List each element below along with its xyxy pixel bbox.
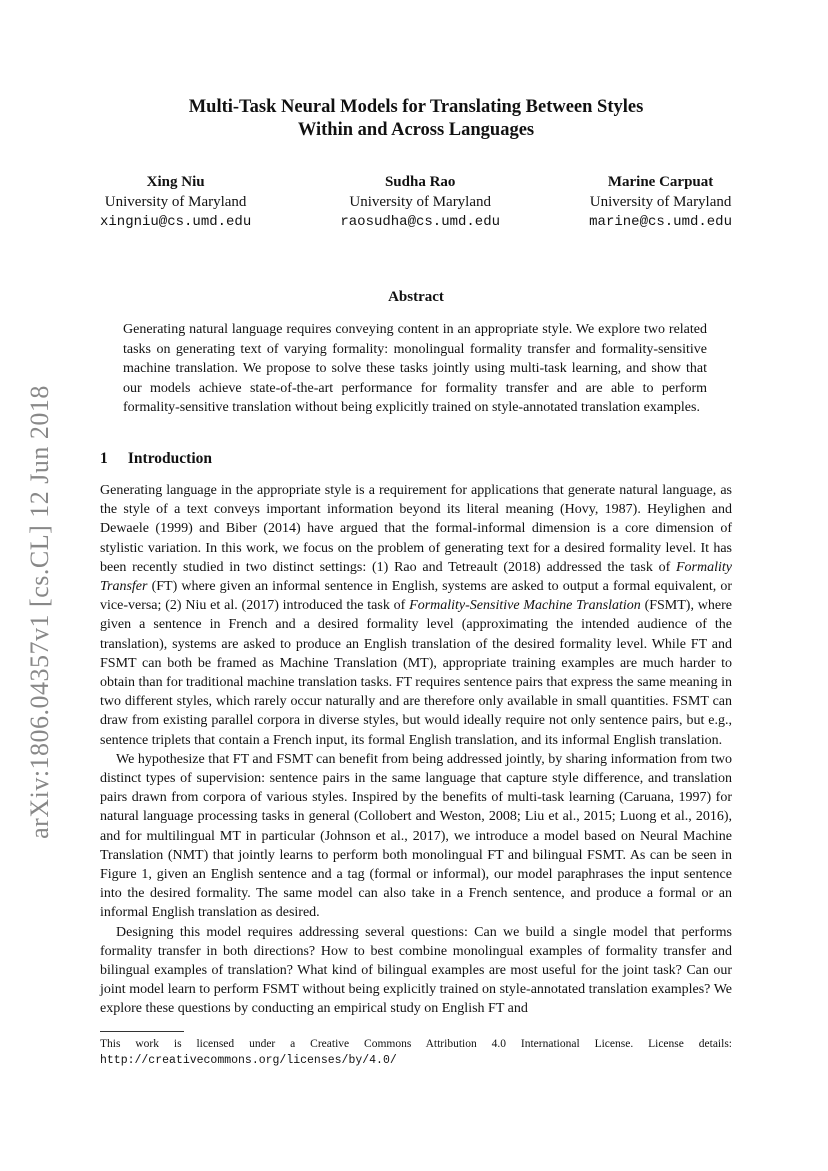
- abstract-heading: Abstract: [388, 289, 444, 305]
- author-name: Marine Carpuat: [607, 174, 714, 190]
- paper-title: [100, 96, 732, 142]
- paragraph-1: [100, 481, 732, 750]
- footnote-text: This work is licensed under a Creative Commons Attribution 4.0 International License. License details:: [100, 1038, 732, 1050]
- section-heading: [100, 450, 212, 468]
- abstract-text: Generating natural language requires conveying content in an appropriate style. We explore two related tasks on generating text of varying formality: monolingual formality transfer and formality-sensitive machine translation. We propose to solve these tasks jointly using multi-task learning, and show that our models achieve state-of-the-art performance for formality transfer and are able to perform formality-sensitive translation without being explicitly trained on style-annotated translation examples.: [123, 322, 707, 416]
- paragraph-1-part-b: (FT) where given an informal sentence in English, systems are asked to output a formal equivalent, or vice-versa; (2) Niu et al. (2017) introduced the task of: [100, 579, 732, 614]
- arxiv-identifier-text: arXiv:1806.04357v1 [cs.CL] 12 Jun 2018: [25, 385, 54, 839]
- paragraph-3: Designing this model requires addressing several questions: Can we build a single model that performs formality transfer in both directions? How to best combine monolingual examples of formality transfer and bilingual examples of translation? What kind of bilingual examples are most useful for the joint task? Can our joint model learn to perform FSMT without being explicitly trained on style-annotated translation examples? We explore these questions by conducting an empirical study on English FT and: [100, 924, 732, 1017]
- term-formality-transfer: Formality Transfer: [100, 559, 732, 595]
- paragraph-1-part-a: Generating language in the appropriate style is a requirement for applications that generate natural language, as the style of a text conveys important information beyond its literal meaning (Hovy, 1987). Heylighen and Dewaele (1999) and Biber (2014) have argued that the formal-informal dimension is a core dimension of stylistic variation. In this work, we focus on the problem of generating text for a desired formality level. It has been recently studied in two distinct settings: (1) Rao and Tetreault (2018) addressed the task of: [100, 483, 732, 575]
- license-link[interactable]: http://creativecommons.org/licenses/by/4.0/: [100, 1054, 397, 1067]
- author-3: [589, 172, 732, 232]
- author-email: raosudha@cs.umd.edu: [340, 214, 501, 230]
- author-2: [340, 172, 500, 232]
- term-fsmt: Formality-Sensitive Machine Translation: [409, 598, 641, 614]
- author-email: marine@cs.umd.edu: [589, 214, 732, 230]
- section-number: 1: [100, 450, 108, 467]
- author-name: Xing Niu: [146, 174, 205, 190]
- author-affiliation: University of Maryland: [349, 194, 492, 210]
- author-affiliation: University of Maryland: [589, 194, 732, 210]
- footnote: [100, 1036, 732, 1069]
- paragraph-1-part-c: (FSMT), where given a sentence in French and a desired formality level (approximating the intended audience of the translation), systems are asked to produce an English translation of the desired formality level. While FT and FSMT can both be framed as Machine Translation (MT), appropriate training examples are much harder to obtain than for traditional machine translation tasks. FT requires sentence pairs that express the same meaning in two different styles, which rarely occur naturally and are therefore only available in small quantities. FSMT can draw from existing parallel corpora in diverse styles, but would ideally require not only sentence pairs, but e.g., sentence triplets that contain a French input, its formal English translation, and its informal English translation.: [100, 598, 732, 748]
- paper-title-line-2: Within and Across Languages: [297, 120, 535, 140]
- author-block: [100, 172, 732, 232]
- section-body: [100, 481, 732, 1019]
- author-affiliation: University of Maryland: [104, 194, 247, 210]
- author-1: [100, 172, 251, 232]
- section-title: Introduction: [127, 450, 212, 467]
- author-email: xingniu@cs.umd.edu: [100, 214, 252, 230]
- arxiv-identifier: [22, 372, 58, 852]
- footnote-divider: [100, 1031, 184, 1032]
- paper-title-line-1: Multi-Task Neural Models for Translating Between Styles: [188, 97, 644, 117]
- paragraph-2: We hypothesize that FT and FSMT can benefit from being addressed jointly, by sharing information from two distinct types of supervision: sentence pairs in the same language that capture style difference, and translation pairs drawn from corpora of various styles. Inspired by the benefits of multi-task learning (Caruana, 1997) for natural language processing tasks in general (Collobert and Weston, 2008; Liu et al., 2015; Luong et al., 2016), and for multilingual MT in particular (Johnson et al., 2017), we introduce a model based on Neural Machine Translation (NMT) that jointly learns to perform both monolingual FT and bilingual FSMT. As can be seen in Figure 1, given an English sentence and a tag (formal or informal), our model paraphrases the input sentence into the desired formality. The same model can also take in a French sentence, and produce a formal or an informal English translation as desired.: [100, 751, 732, 921]
- author-name: Sudha Rao: [384, 174, 456, 190]
